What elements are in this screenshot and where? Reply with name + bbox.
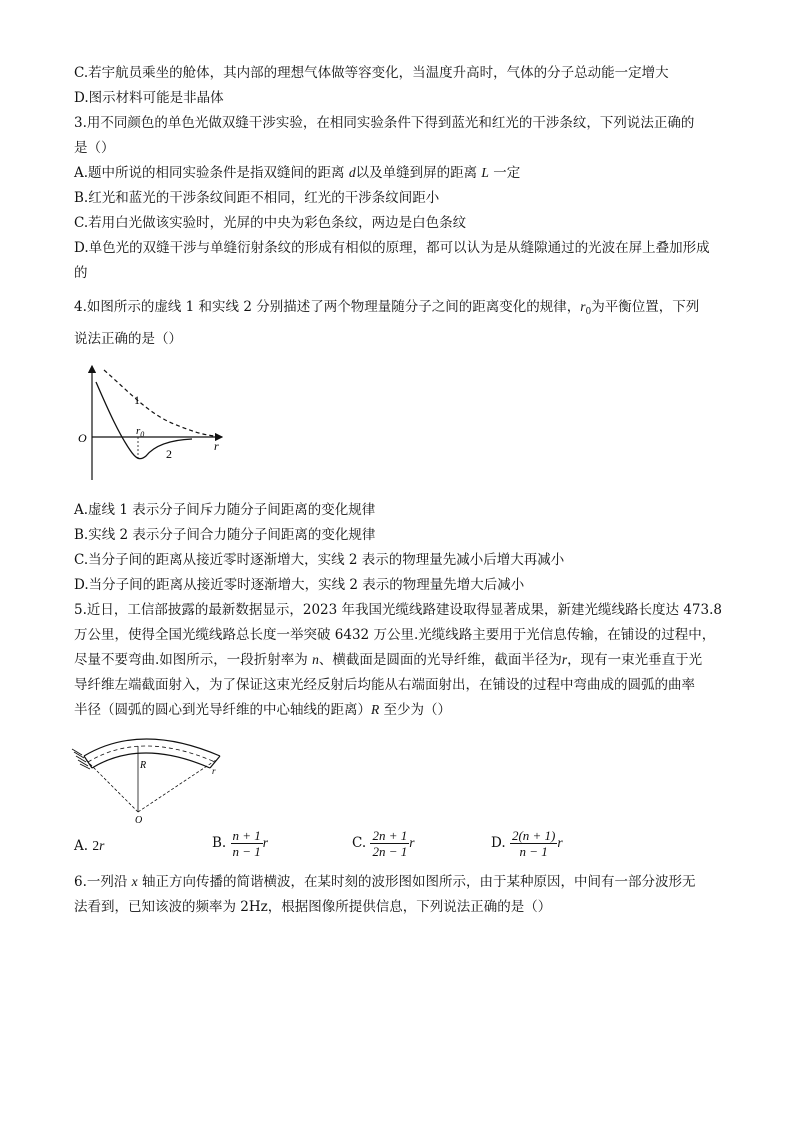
- option-d-q2: D.图示材料可能是非晶体: [74, 90, 224, 106]
- question-5-stem-5: 半径（圆弧的圆心到光导纤维的中心轴线的距离）R 至少为（）: [74, 702, 452, 718]
- fiber-center-axis: [88, 746, 215, 762]
- r0-label: $r_0$: [136, 425, 145, 439]
- option-a-q4: A.虚线 1 表示分子间斥力随分子间距离的变化规律: [74, 502, 376, 518]
- question-5-stem: 5.近日，工信部披露的最新数据显示，2023 年我国光缆线路建设取得显著成果，新建光缆线路长度达 473.8: [74, 602, 722, 618]
- radius-right: [138, 760, 216, 812]
- question-5-stem-4: 导纤维左端截面射入，为了保证这束光经反射后均能从右端面射出，在铺设的过程中弯曲成的圆弧的曲率: [74, 677, 695, 693]
- label-R: R: [140, 760, 147, 771]
- question-5-stem-2: 万公里，使得全国光缆线路总长度一举突破 6432 万公里.光缆线路主要用于光信息传输，在铺设的过程中，: [74, 627, 716, 643]
- label-1: 1: [134, 393, 140, 407]
- question-3-stem-cont: 是（）: [74, 140, 115, 156]
- option-c-q4: C.当分子间的距离从接近零时逐渐增大，实线 2 表示的物理量先减小后增大再减小: [74, 552, 565, 568]
- option-a-q5: A. 2r: [74, 838, 105, 854]
- label-O: O: [135, 815, 143, 824]
- question-4-stem: 4.如图所示的虚线 1 和实线 2 分别描述了两个物理量随分子之间的距离变化的规律，$r_0$为平衡位置，下列: [74, 299, 700, 317]
- molecular-force-graph: [74, 362, 234, 484]
- radius-left: [86, 760, 138, 812]
- optical-fiber-figure: [70, 734, 230, 824]
- option-b-q3: B.红光和蓝光的干涉条纹间距不相同，红光的干涉条纹间距小: [74, 190, 440, 206]
- option-c-q5: C. $\frac{2n + 1}{2n - 1}$ r: [352, 828, 415, 859]
- incident-light-arrows: [72, 749, 90, 769]
- label-r: r: [212, 766, 216, 776]
- question-6-stem-cont: 法看到，已知该波的频率为 2Hz，根据图像所提供信息，下列说法正确的是（）: [74, 899, 552, 915]
- option-d-q3: D.单色光的双缝干涉与单缝衍射条纹的形成有相似的原理，都可以认为是从缝隙通过的光波在屏上叠加形成: [74, 240, 710, 256]
- option-c-q3: C.若用白光做该实验时，光屏的中央为彩色条纹，两边是白色条纹: [74, 215, 467, 231]
- fiber-inner-arc: [92, 753, 210, 768]
- question-4-stem-cont: 说法正确的是（）: [74, 331, 182, 347]
- question-5-stem-3: 尽量不要弯曲.如图所示，一段折射率为 n、横截面是圆面的光导纤维，截面半径为r，现有一束光垂直于光: [74, 652, 703, 668]
- dashed-curve-1: [104, 370, 214, 436]
- question-6-stem: 6.一列沿 x 轴正方向传播的简谐横波，在某时刻的波形图如图所示，由于某种原因，中间有一部分波形无: [74, 874, 696, 890]
- option-d-q5: D. $\frac{2(n + 1)}{n - 1}$ r: [491, 828, 563, 859]
- option-a-q3: A.题中所说的相同实验条件是指双缝间的距离 d以及单缝到屏的距离 L 一定: [74, 165, 521, 181]
- label-2: 2: [166, 447, 172, 461]
- option-c-q2: C.若宇航员乘坐的舱体，其内部的理想气体做等容变化，当温度升高时，气体的分子总动能一定增大: [74, 65, 669, 81]
- axis-r-label: r: [214, 439, 219, 453]
- option-b-q5: B. $\frac{n + 1}{n - 1}$ r: [212, 828, 269, 859]
- option-d-q4: D.当分子间的距离从接近零时逐渐增大，实线 2 表示的物理量先增大后减小: [74, 577, 525, 593]
- option-d-q3-cont: 的: [74, 265, 88, 281]
- origin-label: O: [78, 431, 87, 445]
- solid-curve-2: [96, 382, 192, 459]
- option-b-q4: B.实线 2 表示分子间合力随分子间距离的变化规律: [74, 527, 376, 543]
- question-3-stem: 3.用不同颜色的单色光做双缝干涉实验，在相同实验条件下得到蓝光和红光的干涉条纹，下列说法正确的: [74, 115, 695, 131]
